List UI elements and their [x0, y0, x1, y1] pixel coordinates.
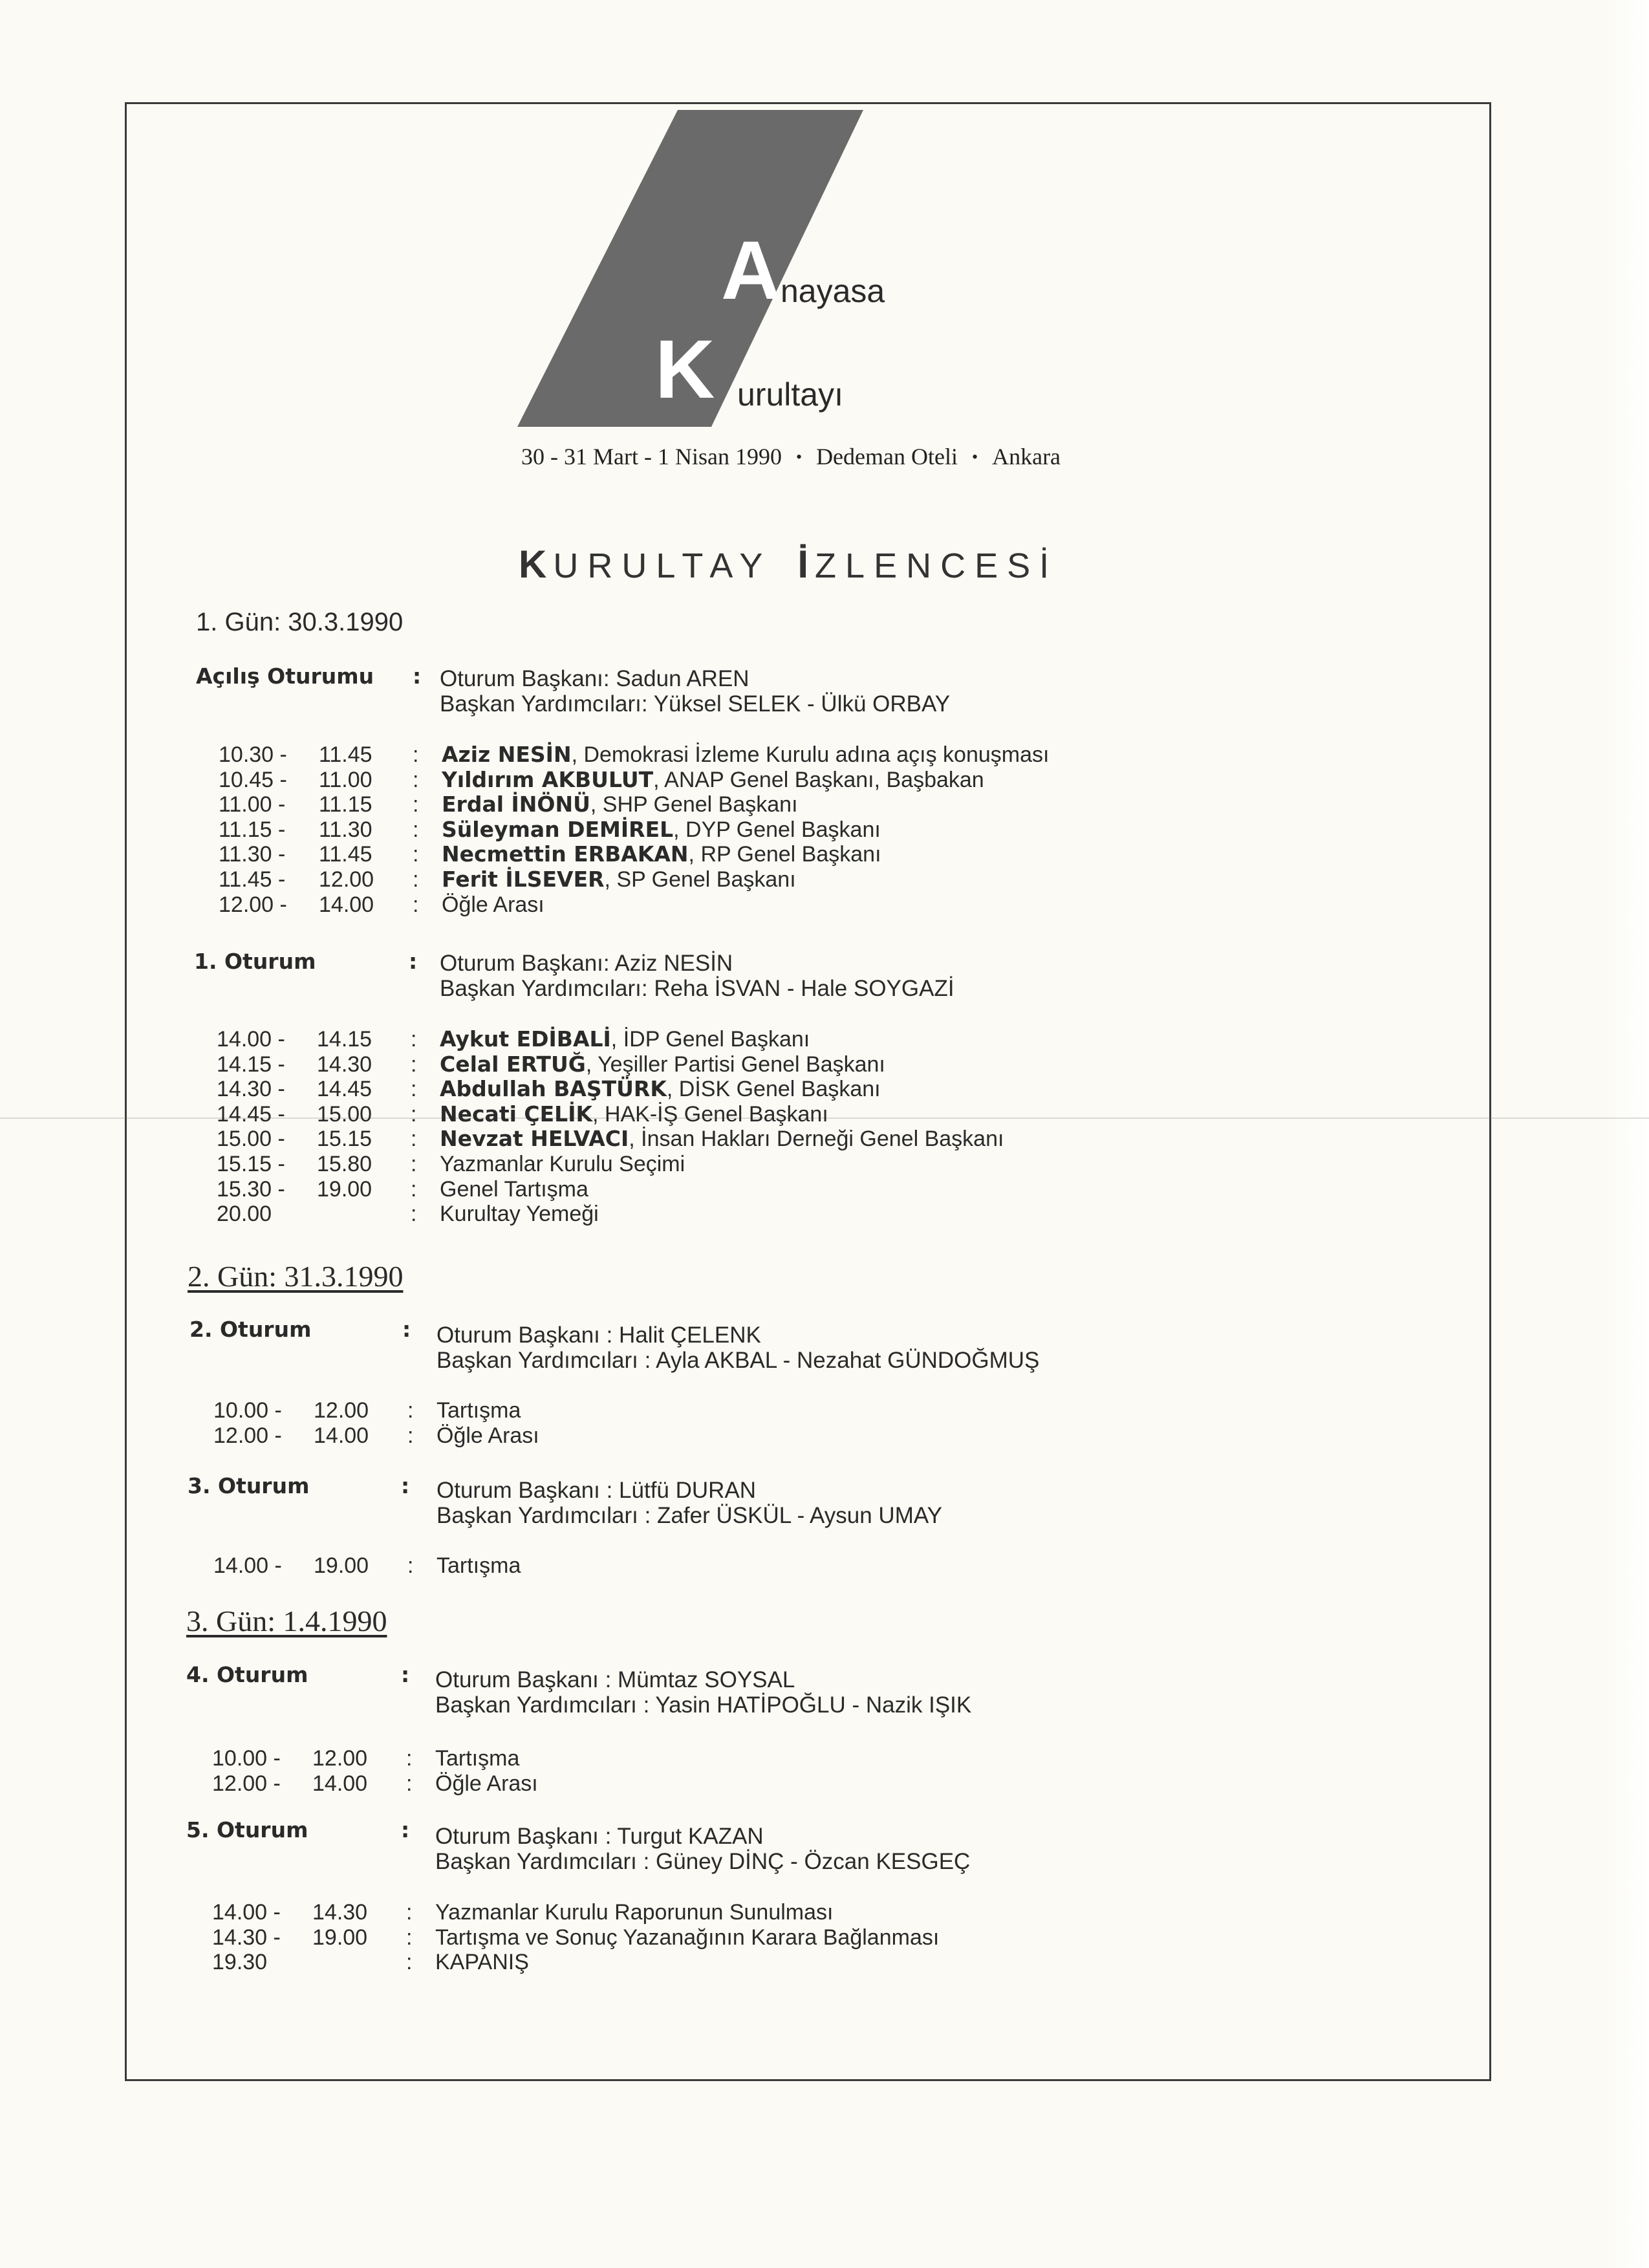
speaker-role: , SHP Genel Başkanı [590, 792, 798, 817]
time-start: 14.30 - [212, 1925, 281, 1950]
session-deputies: Başkan Yardımcıları : Yasin HATİPOĞLU - Nazik IŞIK [435, 1692, 972, 1718]
time-start: 10.45 - [219, 768, 287, 792]
time-end: 14.00 [319, 892, 374, 917]
row-description [436, 1553, 521, 1578]
day3-heading: 3. Gün: 1.4.1990 [186, 1604, 387, 1637]
row-description [442, 892, 544, 917]
speaker-role: , ANAP Genel Başkanı, Başbakan [653, 768, 984, 792]
speaker-name: Ferit İLSEVER [442, 867, 605, 892]
page-title: KURULTAY İZLENCESİ [519, 543, 1059, 586]
speaker-role: , DİSK Genel Başkanı [666, 1077, 881, 1101]
separator-dot: • [971, 448, 978, 466]
time-end: 14.45 [317, 1077, 372, 1101]
time-start: 10.30 - [219, 742, 287, 767]
session-chair: Oturum Başkanı : Mümtaz SOYSAL [435, 1667, 795, 1692]
time-start: 12.00 - [212, 1771, 281, 1796]
session-label: 2. Oturum [189, 1317, 312, 1342]
time-start: 11.45 - [219, 867, 286, 892]
row-colon: : [411, 1027, 417, 1052]
time-start: 19.30 [212, 1950, 268, 1974]
row-description [440, 1152, 685, 1176]
session-colon: : [401, 1473, 410, 1498]
session-info [436, 1478, 942, 1528]
row-colon: : [413, 792, 419, 817]
speaker-role: Tartışma [436, 1398, 521, 1423]
session-info [436, 1323, 1039, 1373]
speaker-name: Süleyman DEMİREL [442, 817, 674, 842]
row-description [436, 1423, 539, 1448]
speaker-name: Necmettin ERBAKAN [442, 841, 689, 867]
time-end: 12.00 [319, 867, 374, 892]
scan-edge [1602, 0, 1649, 2268]
session-deputies: Başkan Yardımcıları : Ayla AKBAL - Nezahat GÜNDOĞMUŞ [436, 1348, 1040, 1373]
speaker-name: Aziz NESİN [442, 742, 572, 767]
row-colon: : [407, 1423, 414, 1448]
row-description [442, 768, 984, 792]
time-end: 15.15 [317, 1127, 372, 1151]
time-end: 15.00 [317, 1102, 372, 1127]
session-colon: : [402, 1317, 411, 1342]
event-city: Ankara [992, 444, 1061, 470]
row-description [435, 1950, 529, 1974]
speaker-role: Öğle Arası [435, 1771, 538, 1796]
time-start: 10.00 - [213, 1398, 282, 1423]
session-label: 1. Oturum [194, 949, 316, 974]
day1-heading: 1. Gün: 30.3.1990 [196, 608, 404, 636]
time-end: 11.45 [319, 842, 372, 867]
event-info [521, 443, 1297, 470]
row-colon: : [406, 1900, 413, 1925]
session-info [440, 951, 954, 1001]
time-start: 14.30 - [217, 1077, 285, 1101]
row-colon: : [411, 1052, 417, 1077]
speaker-name: Yıldırım AKBULUT [442, 767, 654, 792]
speaker-name: Abdullah BAŞTÜRK [440, 1076, 667, 1101]
time-start: 14.00 - [217, 1027, 285, 1052]
speaker-role: , İnsan Hakları Derneği Genel Başkanı [629, 1127, 1004, 1151]
row-description [442, 867, 796, 892]
speaker-role: , İDP Genel Başkanı [610, 1027, 810, 1052]
speaker-role: , Yeşiller Partisi Genel Başkanı [585, 1052, 885, 1077]
row-colon: : [406, 1746, 413, 1771]
speaker-name: Erdal İNÖNÜ [442, 792, 590, 817]
row-colon: : [413, 768, 419, 792]
session-deputies: Başkan Yardımcıları : Güney DİNÇ - Özcan KESGEÇ [435, 1849, 971, 1874]
time-start: 15.00 - [217, 1127, 285, 1151]
speaker-role: Tartışma ve Sonuç Yazanağının Karara Bağlanması [435, 1925, 940, 1950]
row-description [442, 742, 1049, 767]
speaker-name: Celal ERTUĞ [440, 1052, 586, 1077]
session-chair: Oturum Başkanı: Aziz NESİN [440, 951, 733, 976]
time-start: 15.15 - [217, 1152, 285, 1176]
row-colon: : [407, 1398, 414, 1423]
row-description [440, 1027, 810, 1052]
session-colon: : [409, 949, 418, 974]
speaker-name: Nevzat HELVACI [440, 1126, 629, 1151]
time-end: 11.30 [319, 817, 372, 842]
time-start: 10.00 - [212, 1746, 281, 1771]
time-end: 14.15 [317, 1027, 372, 1052]
session-chair: Oturum Başkanı : Turgut KAZAN [435, 1824, 764, 1849]
logo-letter-k: K [655, 323, 715, 416]
row-colon: : [406, 1950, 413, 1974]
logo-word-anayasa: nayasa [781, 273, 885, 309]
row-colon: : [413, 892, 419, 917]
row-description [435, 1771, 538, 1796]
row-description [442, 792, 798, 817]
speaker-role: Yazmanlar Kurulu Seçimi [440, 1152, 685, 1176]
time-end: 15.80 [317, 1152, 372, 1176]
time-end: 14.30 [317, 1052, 372, 1077]
row-description [442, 817, 881, 842]
time-start: 15.30 - [217, 1177, 285, 1202]
session-colon: : [401, 1817, 410, 1842]
time-start: 11.15 - [219, 817, 286, 842]
speaker-role: , Demokrasi İzleme Kurulu adına açış konuşması [571, 742, 1050, 767]
time-start: 12.00 - [219, 892, 287, 917]
speaker-role: , SP Genel Başkanı [604, 867, 796, 892]
session-chair: Oturum Başkanı : Lütfü DURAN [436, 1478, 757, 1503]
row-colon: : [407, 1553, 414, 1578]
session-label: 3. Oturum [188, 1473, 310, 1498]
time-end: 14.00 [314, 1423, 369, 1448]
time-start: 14.15 - [217, 1052, 285, 1077]
row-colon: : [413, 742, 419, 767]
time-end: 11.00 [319, 768, 372, 792]
logo-word-kurultayi: urultayı [737, 376, 843, 413]
time-start: 11.30 - [219, 842, 286, 867]
event-dates: 30 - 31 Mart - 1 Nisan 1990 [521, 444, 782, 470]
time-start: 20.00 [217, 1202, 272, 1226]
speaker-role: , RP Genel Başkanı [688, 842, 881, 867]
speaker-role: , HAK-İŞ Genel Başkanı [592, 1102, 828, 1127]
day2-heading: 2. Gün: 31.3.1990 [188, 1260, 404, 1293]
time-end: 19.00 [314, 1553, 369, 1578]
row-description [440, 1052, 885, 1077]
time-start: 14.00 - [212, 1900, 281, 1925]
session-label: 4. Oturum [186, 1662, 308, 1687]
time-end: 14.00 [312, 1771, 368, 1796]
session-info [435, 1667, 971, 1718]
session-colon: : [401, 1662, 410, 1687]
session-colon: : [413, 664, 422, 689]
speaker-role: Öğle Arası [436, 1423, 539, 1448]
speaker-name: Necati ÇELİK [440, 1101, 593, 1127]
row-colon: : [406, 1925, 413, 1950]
speaker-role: Tartışma [436, 1553, 521, 1578]
session-label: Açılış Oturumu [196, 664, 374, 689]
row-description [440, 1102, 828, 1127]
logo-letter-a: A [721, 224, 781, 317]
row-colon: : [411, 1152, 417, 1176]
row-description [440, 1202, 599, 1226]
session-info [440, 666, 950, 717]
session-label: 5. Oturum [186, 1817, 308, 1842]
speaker-name: Aykut EDİBALİ [440, 1026, 611, 1052]
session-deputies: Başkan Yardımcıları: Reha İSVAN - Hale SOYGAZİ [440, 976, 954, 1001]
row-description [440, 1177, 588, 1202]
speaker-role: Genel Tartışma [440, 1177, 588, 1202]
time-end: 12.00 [314, 1398, 369, 1423]
row-description [440, 1127, 1004, 1151]
row-description [442, 842, 881, 867]
time-end: 19.00 [312, 1925, 368, 1950]
time-end: 14.30 [312, 1900, 368, 1925]
speaker-role: KAPANIŞ [435, 1950, 529, 1974]
session-deputies: Başkan Yardımcıları: Yüksel SELEK - Ülkü ORBAY [440, 691, 951, 717]
speaker-role: Öğle Arası [442, 892, 544, 917]
row-colon: : [411, 1127, 417, 1151]
event-venue: Dedeman Oteli [816, 444, 958, 470]
time-start: 14.00 - [213, 1553, 282, 1578]
speaker-role: Tartışma [435, 1746, 520, 1771]
row-colon: : [411, 1077, 417, 1101]
time-start: 11.00 - [219, 792, 286, 817]
time-start: 14.45 - [217, 1102, 285, 1127]
row-description [435, 1900, 834, 1925]
time-end: 11.15 [319, 792, 372, 817]
row-colon: : [406, 1771, 413, 1796]
row-colon: : [411, 1177, 417, 1202]
time-start: 12.00 - [213, 1423, 282, 1448]
row-colon: : [413, 842, 419, 867]
row-colon: : [413, 867, 419, 892]
session-chair: Oturum Başkanı: Sadun AREN [440, 666, 749, 691]
row-colon: : [411, 1202, 417, 1226]
row-description [440, 1077, 881, 1101]
row-colon: : [413, 817, 419, 842]
time-end: 11.45 [319, 742, 372, 767]
session-chair: Oturum Başkanı : Halit ÇELENK [436, 1323, 761, 1348]
session-info [435, 1824, 970, 1874]
row-description [436, 1398, 521, 1423]
speaker-role: Kurultay Yemeği [440, 1202, 599, 1226]
time-end: 12.00 [312, 1746, 368, 1771]
row-description [435, 1746, 519, 1771]
time-end: 19.00 [317, 1177, 372, 1202]
speaker-role: Yazmanlar Kurulu Raporunun Sunulması [435, 1900, 834, 1925]
row-colon: : [411, 1102, 417, 1127]
row-description [435, 1925, 939, 1950]
session-deputies: Başkan Yardımcıları : Zafer ÜSKÜL - Aysun UMAY [436, 1503, 942, 1528]
separator-dot: • [795, 448, 803, 466]
speaker-role: , DYP Genel Başkanı [673, 817, 881, 842]
